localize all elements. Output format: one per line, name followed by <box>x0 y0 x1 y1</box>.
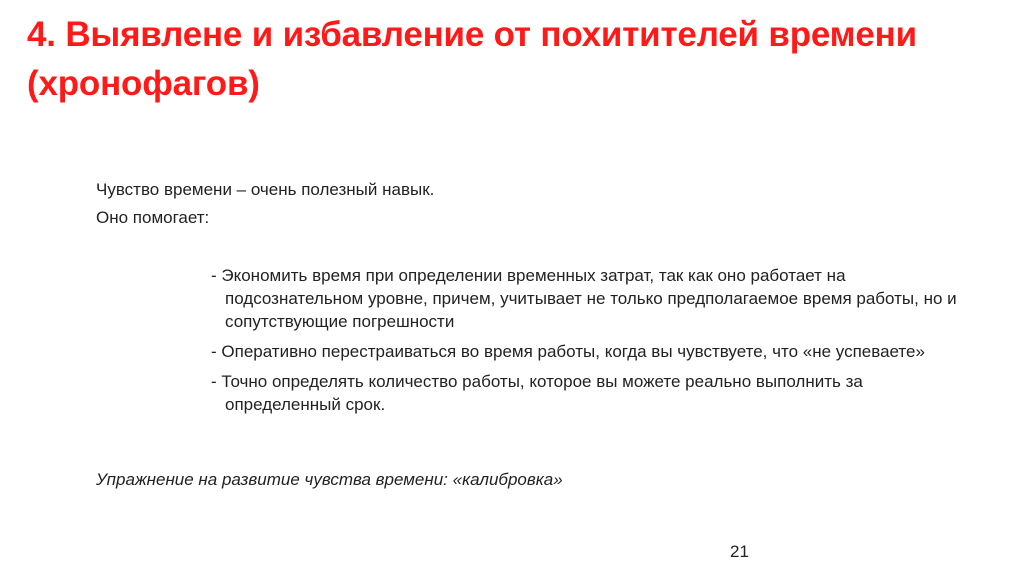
benefits-list <box>211 264 971 423</box>
intro-text <box>96 176 916 232</box>
intro-line: Чувство времени – очень полезный навык. <box>96 180 435 199</box>
list-item: - Точно определять количество работы, которое вы можете реально выполнить за определенный срок. <box>211 372 863 414</box>
list-item: - Оперативно перестраиваться во время работы, когда вы чувствуете, что «не успеваете» <box>211 342 925 361</box>
slide-title: 4. Выявлене и избавление от похитителей времени (хронофагов) <box>27 15 917 103</box>
page-number: 21 <box>730 542 749 561</box>
list-item: - Экономить время при определении временных затрат, так как оно работает на подсознательном уровне, причем, учитывает не только предполагаемое время работы, но и сопутствующие погрешности <box>211 266 957 331</box>
exercise-text: Упражнение на развитие чувства времени: «калибровка» <box>96 470 563 489</box>
intro-line: Оно помогает: <box>96 208 210 227</box>
